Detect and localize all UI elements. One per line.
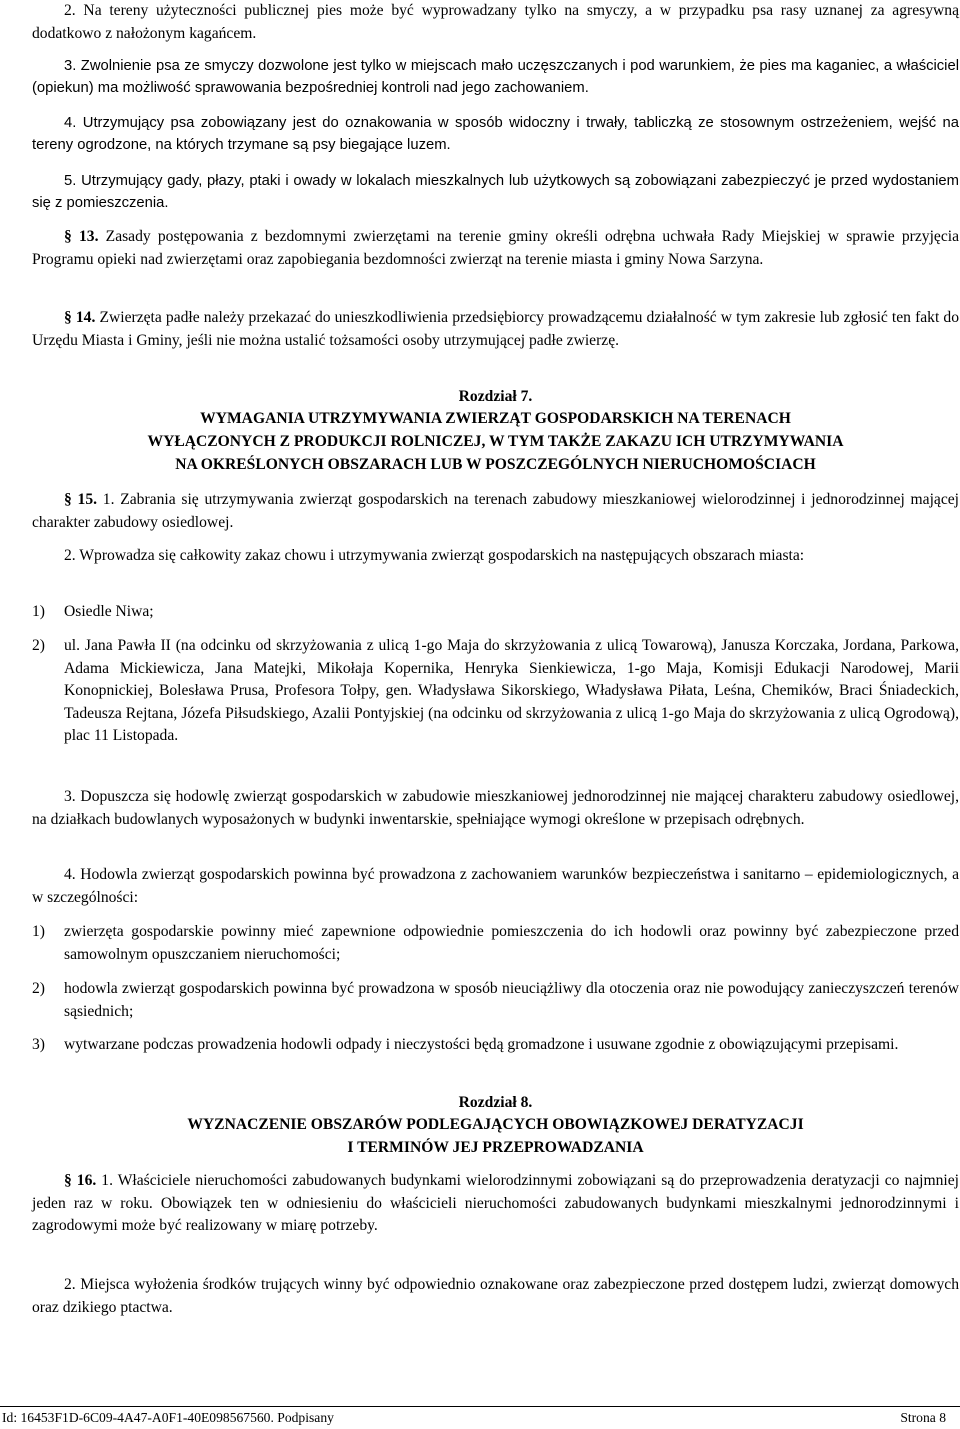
section-13-text: Zasady postępowania z bezdomnymi zwierzętami na terenie gminy określi odrębna uchwała Rady Miejskiej w sprawie przyjęcia Programu opieki nad zwierzętami oraz zapobiegania bezdomności zwierząt na terenie miasta i gminy Nowa Sarzyna.: [32, 228, 960, 268]
chapter-8-heading-line-1: WYZNACZENIE OBSZARÓW PODLEGAJĄCYCH OBOWIĄZKOWEJ DERATYZACJI: [187, 1116, 804, 1133]
page-number: Strona 8: [900, 1410, 946, 1425]
list-item-number: 1): [32, 603, 45, 620]
section-15-paragraph-3: 3. Dopuszcza się hodowlę zwierząt gospodarskich w zabudowie mieszkaniowej jednorodzinnej nie mającej charakteru zabudowy osiedlowej, na działkach budowlanych wyposażonych w budynki inwentarskie, spełniające wymogi określone w przepisach odrębnych.: [32, 788, 959, 828]
section-14-text: Zwierzęta padłe należy przekazać do unieszkodliwienia przedsiębiorcy prowadzącemu działalność w tym zakresie lub zgłosić ten fakt do Urzędu Miasta i Gminy, jeśli nie można ustalić tożsamości osoby utrzymującej padłe zwierzę.: [32, 309, 959, 349]
chapter-7-heading-line-2: WYŁĄCZONYCH Z PRODUKCJI ROLNICZEJ, W TYM TAKŻE ZAKAZU ICH UTRZYMYWANIA: [147, 433, 844, 450]
chapter-8-heading-line-2: I TERMINÓW JEJ PRZEPROWADZANIA: [347, 1139, 644, 1156]
chapter-7-heading-line-1: WYMAGANIA UTRZYMYWANIA ZWIERZĄT GOSPODARSKICH NA TERENACH: [200, 410, 791, 427]
section-13-number: § 13.: [64, 228, 99, 245]
paragraph-2: 2. Na tereny użyteczności publicznej pies może być wyprowadzany tylko na smyczy, a w przypadku psa rasy uznanej za agresywną dodatkowo z nałożonym kagańcem.: [32, 2, 959, 42]
section-15-paragraph-2: 2. Wprowadza się całkowity zakaz chowu i utrzymywania zwierząt gospodarskich na następujących obszarach miasta:: [64, 547, 805, 564]
list-item-number: 1): [32, 923, 45, 940]
list-item: [32, 1034, 959, 1057]
paragraph-4: 4. Utrzymujący psa zobowiązany jest do oznakowania w sposób widoczny i trwały, tabliczką ze stosownym ostrzeżeniem, wejść na tereny ogrodzone, na których trzymane są psy biegające luzem.: [32, 115, 959, 153]
list-item-text: ul. Jana Pawła II (na odcinku od skrzyżowania z ulicą 1-go Maja do skrzyżowania z ulicą Towarową), Janusza Korczaka, Jordana, Parkowa, Adama Mickiewicza, Jana Matejki, Mikołaja Kopernika, Henryka Sienkiewicza, 1-go Maja, Komisji Edukacji Narodowej, Marii Konopnickiej, Bolesława Prusa, Profesora Tołpy, gen. Władysława Sikorskiego, Władysława Piłata, Leśna, Chemików, Braci Śniadeckich, Tadeusza Rejtana, Józefa Piłsudskiego, Azalii Pontyjskiej (na odcinku od skrzyżowania z ulicą 1-go Maja do skrzyżowania z ulicą Ogrodową), plac 11 Listopada.: [64, 637, 959, 744]
page-footer: [0, 1406, 960, 1429]
paragraph-5: 5. Utrzymujący gady, płazy, ptaki i owady w lokalach mieszkalnych lub użytkowych są zobowiązani zabezpieczyć je przed wydostaniem się z pomieszczenia.: [32, 173, 959, 211]
section-14-number: § 14.: [64, 309, 96, 326]
list-item-number: 2): [32, 980, 45, 997]
section-14: [32, 307, 959, 352]
section-16-paragraph-2: 2. Miejsca wyłożenia środków trujących winny być odpowiednio oznakowane oraz zabezpieczone przed dostępem ludzi, zwierząt domowych oraz dzikiego ptactwa.: [32, 1276, 959, 1316]
chapter-7-title: Rozdział 7.: [458, 388, 533, 405]
section-15-number: § 15.: [64, 491, 98, 508]
chapter-7-heading-line-3: NA OKREŚLONYCH OBSZARACH LUB W POSZCZEGÓLNYCH NIERUCHOMOŚCIACH: [175, 456, 816, 473]
section-16-text: 1. Właściciele nieruchomości zabudowanych budynkami wielorodzinnymi zobowiązani są do przeprowadzenia deratyzacji co najmniej jeden raz w roku. Obowiązek ten w odniesieniu do właścicieli nieruchomości zabudowanych budynkami mieszkalnymi jednorodzinnymi i zagrodowymi może być realizowany w miarę potrzeby.: [32, 1172, 960, 1234]
section-13: [32, 226, 959, 271]
list-item-number: 2): [32, 637, 45, 654]
list-item-text: hodowla zwierząt gospodarskich powinna być prowadzona w sposób nieuciążliwy dla otoczenia oraz nie powodujący zanieczyszczeń terenów sąsiednich;: [64, 980, 959, 1020]
section-15-text: 1. Zabrania się utrzymywania zwierząt gospodarskich na terenach zabudowy mieszkaniowej wielorodzinnej i jednorodzinnej mającej charakter zabudowy osiedlowej.: [32, 491, 960, 531]
document-id: Id: 16453F1D-6C09-4A47-A0F1-40E098567560. Podpisany: [2, 1410, 334, 1425]
list-item: [32, 921, 959, 966]
list-item: [32, 635, 959, 748]
list-item: [32, 601, 959, 624]
list-item-text: zwierzęta gospodarskie powinny mieć zapewnione odpowiednie pomieszczenia do ich hodowli oraz powinny być zabezpieczone przed samowolnym opuszczaniem nieruchomości;: [64, 923, 959, 963]
section-15: [32, 489, 959, 534]
paragraph-3: 3. Zwolnienie psa ze smyczy dozwolone jest tylko w miejscach mało uczęszczanych i pod warunkiem, że pies ma kaganiec, a właściciel (opiekun) ma możliwość sprawowania bezpośredniej kontroli nad jego zachowaniem.: [32, 58, 959, 96]
list-item-text: wytwarzane podczas prowadzenia hodowli odpady i nieczystości będą gromadzone i usuwane zgodnie z obowiązującymi przepisami.: [64, 1036, 899, 1053]
list-item-text: Osiedle Niwa;: [64, 603, 154, 620]
list-item: [32, 978, 959, 1023]
section-16-number: § 16.: [64, 1172, 97, 1189]
section-15-paragraph-4: 4. Hodowla zwierząt gospodarskich powinna być prowadzona z zachowaniem warunków bezpieczeństwa i sanitarno – epidemiologicznych, a w szczególności:: [32, 866, 959, 906]
chapter-8-title: Rozdział 8.: [458, 1094, 533, 1111]
list-item-number: 3): [32, 1036, 45, 1053]
section-16: [32, 1170, 959, 1238]
